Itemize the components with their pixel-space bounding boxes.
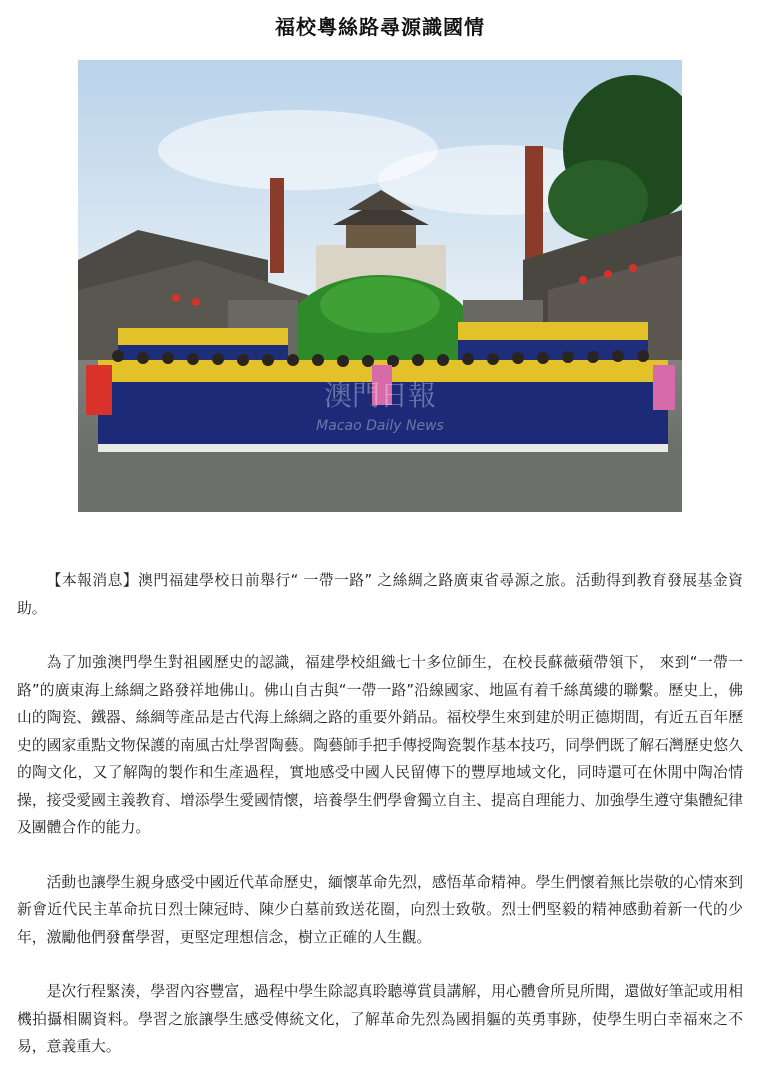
news-tag: 【本報消息】 — [46, 572, 139, 589]
svg-text:Macao Daily News: Macao Daily News — [316, 418, 444, 434]
body-paragraph-3: 是次行程緊湊，學習內容豐富，過程中學生除認真聆聽導賞員講解，用心體會所見所聞，還做好筆記或用相機拍攝相關資料。學習之旅讓學生感受傳統文化，了解革命先烈為國捐軀的英勇事跡，使學生明白幸福來之不易，意義重大。 — [17, 983, 743, 1055]
body-paragraph-1: 為了加強澳門學生對祖國歷史的認識，福建學校組織七十多位師生，在校長蘇薇蘋帶領下， 來到“一帶一路”的廣東海上絲綢之路發祥地佛山。佛山自古與“一帶一路”沿線國家、地區有着千絲萬縷的聯繫。歷史上，佛山的陶瓷、鐵器、絲綢等產品是古代海上絲綢之路的重要外銷品。福校學生來到建於明正德期間，有近五百年歷史的國家重點文物保護的南風古灶學習陶藝。陶藝師手把手傳授陶瓷製作基本技巧，同學們既了解石灣歷史悠久的陶文化，又了解陶的製作和生產過程，實地感受中國人民留傳下的豐厚地域文化，同時還可在休閒中陶冶情操，接受愛國主義教育、增添學生愛國情懷，培養學生們學會獨立自主、提高自理能力、加強學生遵守集體紀律及團體合作的能力。 — [17, 654, 743, 836]
article-body — [17, 567, 743, 1088]
lead-text: 澳門福建學校日前舉行“ 一帶一路” 之絲綢之路廣東省尋源之旅。活動得到教育發展基金資助。 — [17, 572, 743, 617]
article-title: 福校粵絲路尋源識國情 — [275, 15, 485, 39]
lead-paragraph — [17, 567, 743, 622]
group-photo-illustration — [78, 60, 682, 512]
svg-text:澳門日報: 澳門日報 — [323, 379, 437, 412]
body-paragraph-2: 活動也讓學生親身感受中國近代革命歷史，緬懷革命先烈，感悟革命精神。學生們懷着無比崇敬的心情來到新會近代民主革命抗日烈士陳冠時、陳少白墓前致送花圈，向烈士致敬。烈士們堅毅的精神感動着新一代的少年，激勵他們發奮學習，更堅定理想信念，樹立正確的人生觀。 — [17, 873, 743, 946]
group-photo — [78, 60, 682, 512]
